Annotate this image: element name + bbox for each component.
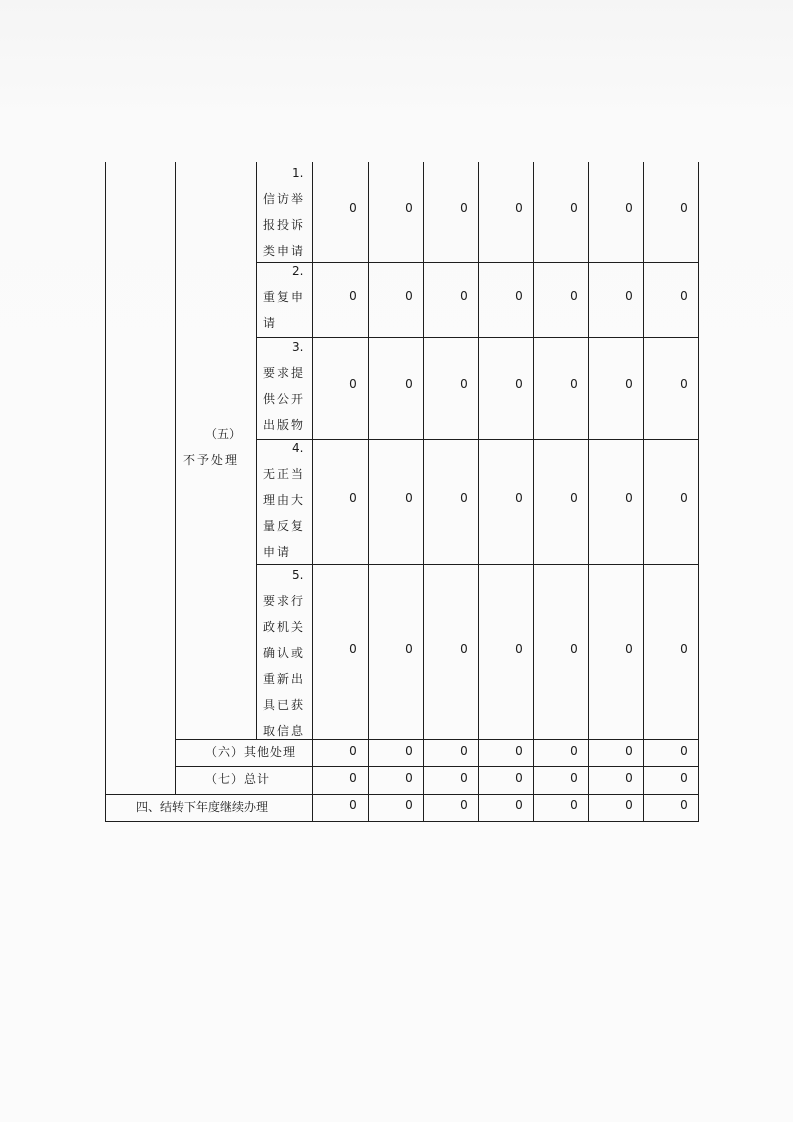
value-cell: 0 xyxy=(570,289,578,303)
table-divider-col2 xyxy=(256,162,257,739)
table-divider-col8 xyxy=(588,162,589,822)
value-cell: 0 xyxy=(515,201,523,215)
value-cell: 0 xyxy=(680,289,688,303)
value-cell: 0 xyxy=(680,744,688,758)
sub-item-5 xyxy=(258,562,312,744)
value-cell: 0 xyxy=(680,491,688,505)
section-five-title: 不予处理 xyxy=(183,453,240,467)
table-divider-col1 xyxy=(175,162,176,794)
value-cell: 0 xyxy=(515,377,523,391)
sub-item-index: 3. xyxy=(292,340,304,354)
value-cell: 0 xyxy=(515,289,523,303)
sub-item-text: 重新出 xyxy=(263,672,306,686)
sub-item-text: 请 xyxy=(263,316,278,330)
sub-item-text: 申请 xyxy=(263,545,292,559)
value-cell: 0 xyxy=(570,771,578,785)
value-cell: 0 xyxy=(349,642,357,656)
value-cell: 0 xyxy=(625,491,633,505)
value-cell: 0 xyxy=(460,642,468,656)
value-cell: 0 xyxy=(405,798,413,812)
value-cell: 0 xyxy=(349,798,357,812)
sub-item-text: 取信息 xyxy=(263,724,306,738)
sub-item-text: 量反复 xyxy=(263,519,306,533)
value-cell: 0 xyxy=(460,491,468,505)
value-cell: 0 xyxy=(515,771,523,785)
value-cell: 0 xyxy=(515,744,523,758)
value-cell: 0 xyxy=(625,377,633,391)
table-border-left xyxy=(105,162,106,822)
sub-item-index: 1. xyxy=(292,166,304,180)
sub-item-text: 供公开 xyxy=(263,392,306,406)
sub-item-text: 类申请 xyxy=(263,244,306,258)
value-cell: 0 xyxy=(405,289,413,303)
value-cell: 0 xyxy=(625,201,633,215)
value-cell: 0 xyxy=(680,771,688,785)
sub-item-text: 政机关 xyxy=(263,620,306,634)
value-cell: 0 xyxy=(570,642,578,656)
value-cell: 0 xyxy=(460,771,468,785)
value-cell: 0 xyxy=(349,289,357,303)
row-divider-4 xyxy=(256,564,699,565)
row-divider-3 xyxy=(256,439,699,440)
section-five-label: （五） xyxy=(205,427,242,441)
sub-item-text: 无正当 xyxy=(263,467,306,481)
sub-item-text: 报投诉 xyxy=(263,218,306,232)
sub-item-text: 理由大 xyxy=(263,493,306,507)
value-cell: 0 xyxy=(349,771,357,785)
value-cell: 0 xyxy=(625,642,633,656)
sub-item-text: 确认或 xyxy=(263,646,306,660)
section-six-label: （六）其他处理 xyxy=(205,745,297,759)
row-divider-1 xyxy=(256,262,699,263)
value-cell: 0 xyxy=(625,744,633,758)
sub-item-4 xyxy=(258,435,312,565)
sub-item-3 xyxy=(258,334,312,438)
value-cell: 0 xyxy=(680,377,688,391)
value-cell: 0 xyxy=(570,491,578,505)
table-divider-col9 xyxy=(643,162,644,822)
value-cell: 0 xyxy=(680,798,688,812)
value-cell: 0 xyxy=(460,201,468,215)
table-divider-col3 xyxy=(312,162,313,822)
value-cell: 0 xyxy=(349,201,357,215)
value-cell: 0 xyxy=(570,798,578,812)
table-border-right xyxy=(698,162,699,822)
row-divider-6 xyxy=(175,766,699,767)
section-four-label: 四、结转下年度继续办理 xyxy=(136,800,269,814)
value-cell: 0 xyxy=(405,491,413,505)
sub-item-index: 4. xyxy=(292,441,304,455)
value-cell: 0 xyxy=(349,377,357,391)
value-cell: 0 xyxy=(349,744,357,758)
sub-item-1 xyxy=(258,160,312,264)
value-cell: 0 xyxy=(625,771,633,785)
row-divider-2 xyxy=(256,337,699,338)
table-divider-col4 xyxy=(368,162,369,822)
value-cell: 0 xyxy=(460,744,468,758)
value-cell: 0 xyxy=(570,377,578,391)
value-cell: 0 xyxy=(405,201,413,215)
value-cell: 0 xyxy=(349,491,357,505)
value-cell: 0 xyxy=(405,744,413,758)
sub-item-index: 5. xyxy=(292,568,304,582)
sub-item-text: 信访举 xyxy=(263,192,306,206)
sub-item-index: 2. xyxy=(292,264,304,278)
table-border-bottom xyxy=(105,821,699,822)
value-cell: 0 xyxy=(515,642,523,656)
row-divider-5 xyxy=(175,739,699,740)
value-cell: 0 xyxy=(405,377,413,391)
table-divider-col7 xyxy=(533,162,534,822)
section-seven-label: （七）总计 xyxy=(205,772,271,786)
table-divider-col5 xyxy=(423,162,424,822)
value-cell: 0 xyxy=(460,798,468,812)
value-cell: 0 xyxy=(570,744,578,758)
sub-item-text: 要求行 xyxy=(263,594,306,608)
sub-item-text: 具已获 xyxy=(263,698,306,712)
value-cell: 0 xyxy=(625,289,633,303)
value-cell: 0 xyxy=(405,642,413,656)
value-cell: 0 xyxy=(405,771,413,785)
sub-item-text: 出版物 xyxy=(263,418,306,432)
value-cell: 0 xyxy=(460,377,468,391)
value-cell: 0 xyxy=(515,798,523,812)
value-cell: 0 xyxy=(680,201,688,215)
sub-item-text: 重复申 xyxy=(263,290,306,304)
table-divider-col6 xyxy=(478,162,479,822)
value-cell: 0 xyxy=(625,798,633,812)
value-cell: 0 xyxy=(515,491,523,505)
row-divider-7 xyxy=(105,794,699,795)
value-cell: 0 xyxy=(570,201,578,215)
sub-item-2 xyxy=(258,258,312,336)
value-cell: 0 xyxy=(460,289,468,303)
value-cell: 0 xyxy=(680,642,688,656)
sub-item-text: 要求提 xyxy=(263,366,306,380)
